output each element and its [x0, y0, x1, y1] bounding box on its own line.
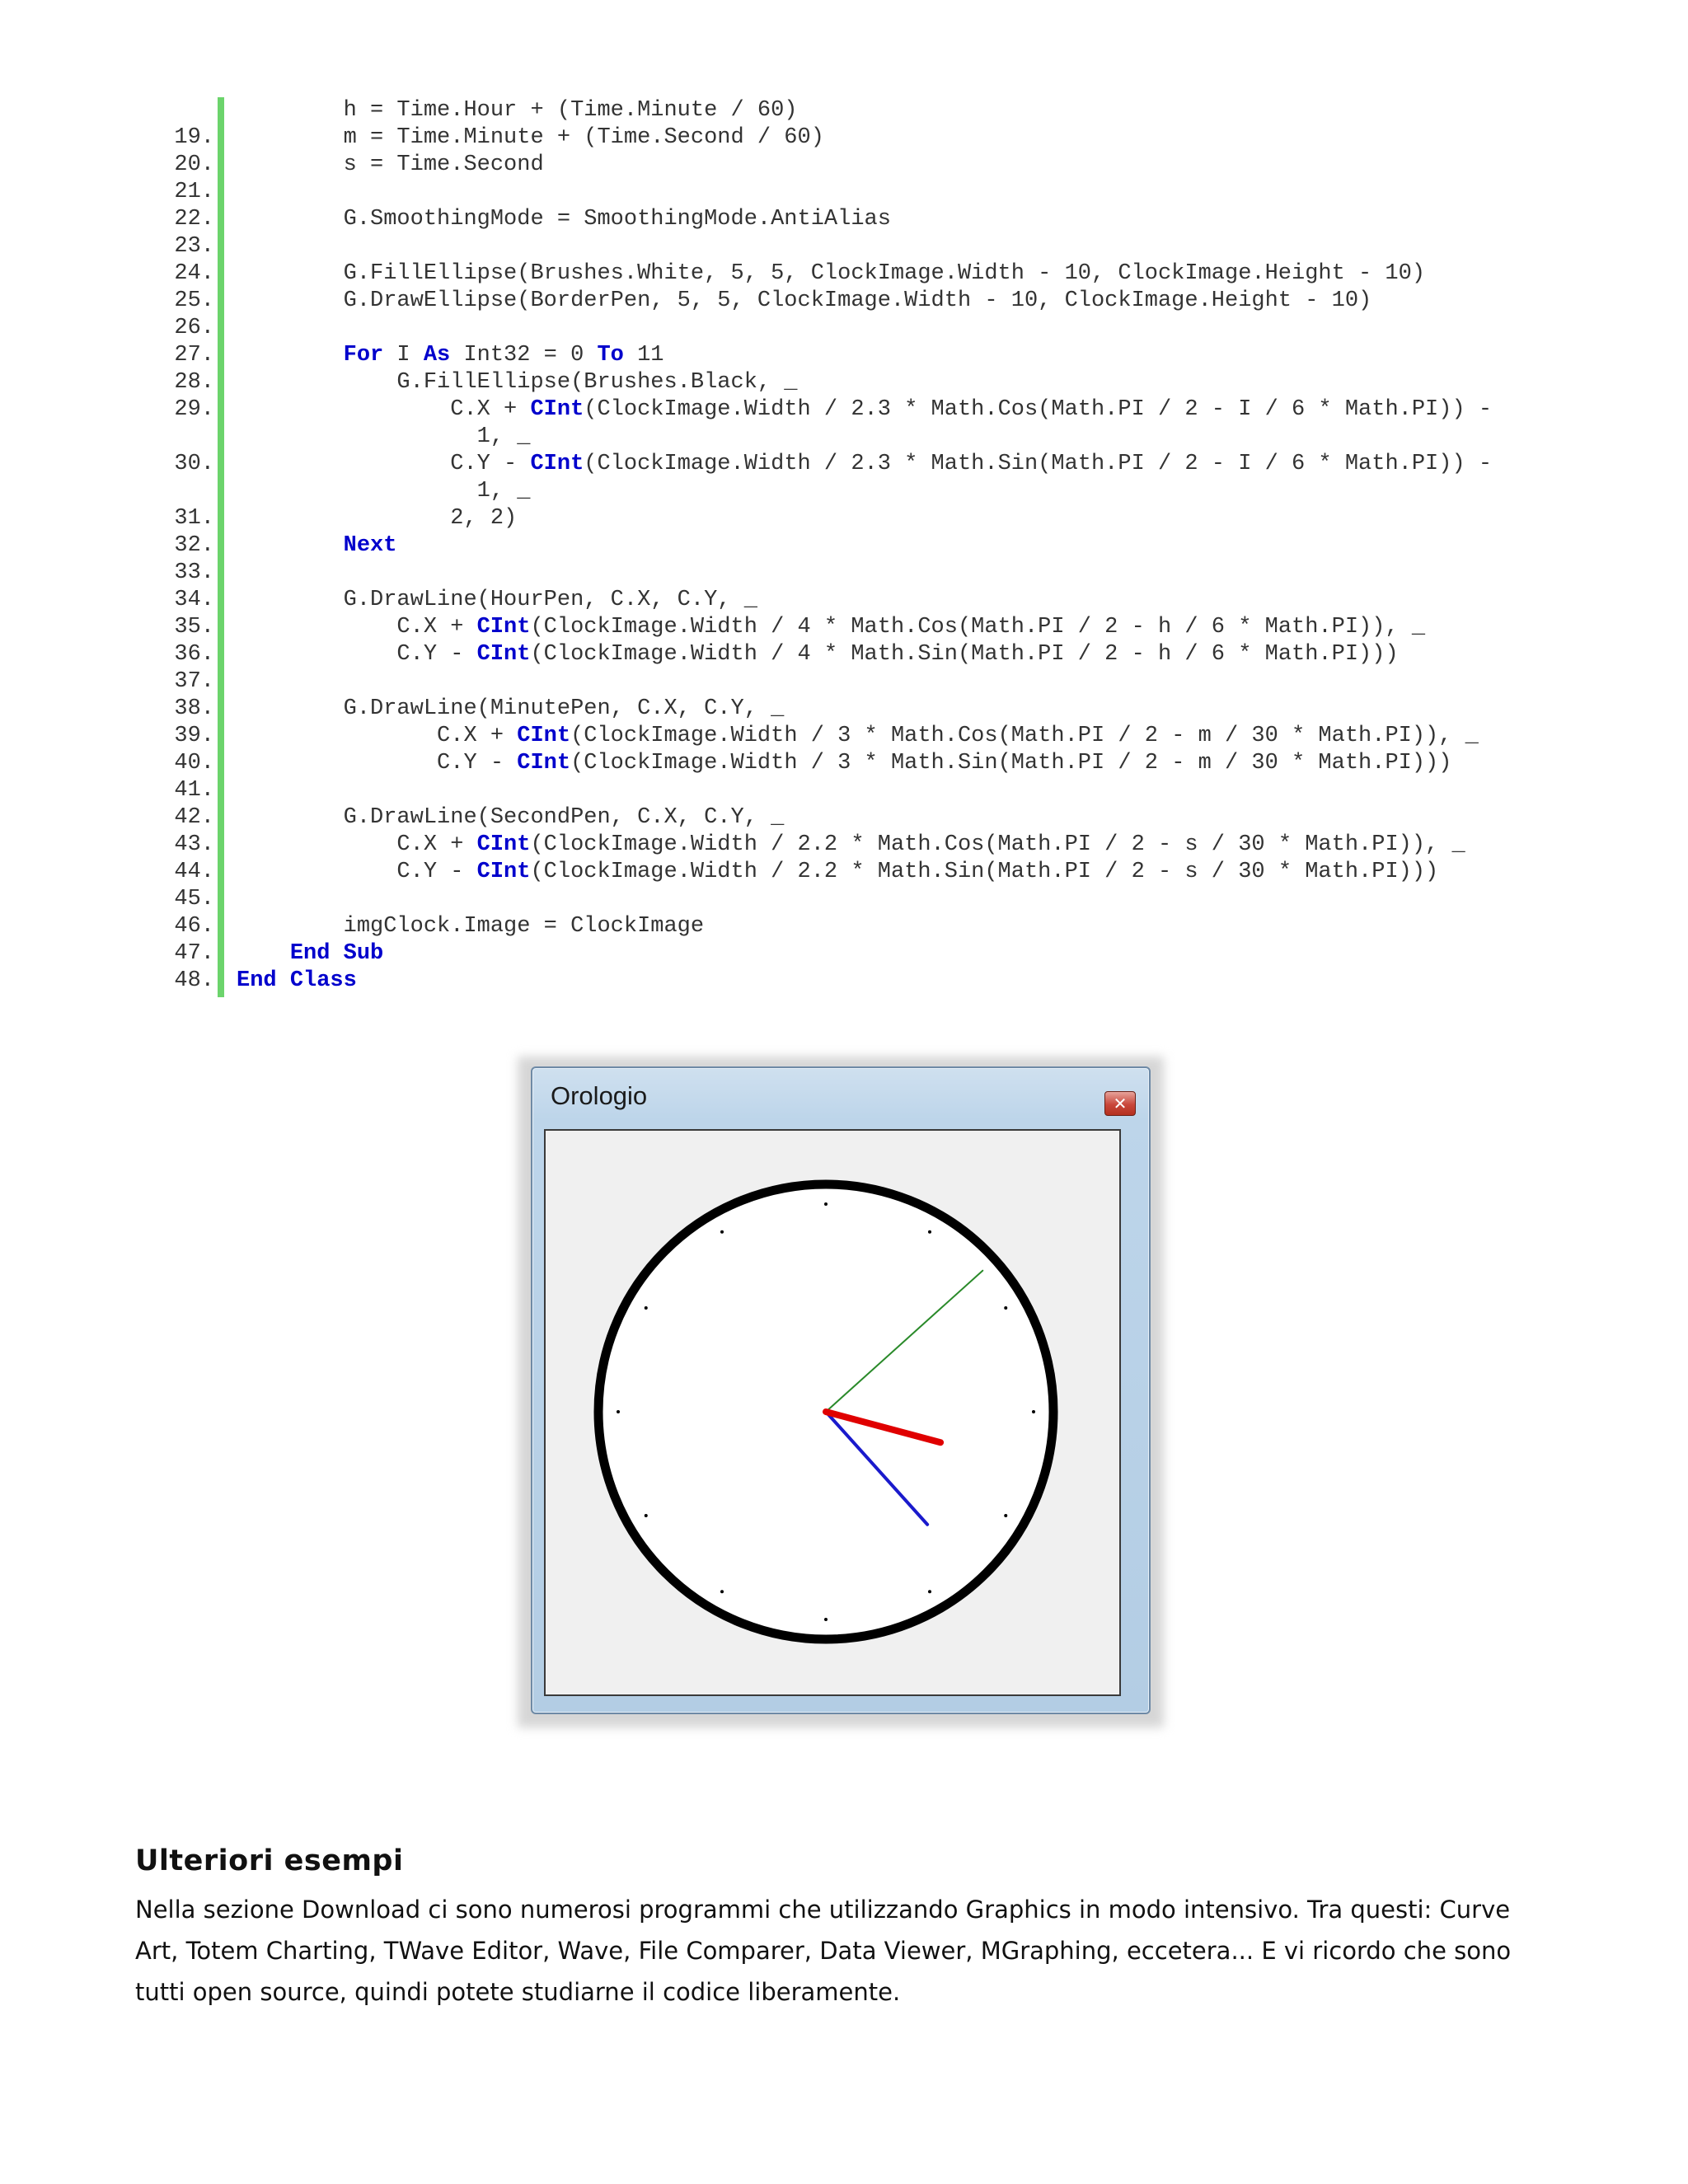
- line-number: 28.: [174, 370, 214, 395]
- code-text: G.FillEllipse(Brushes.White, 5, 5, ClockImage.Width - 10, ClockImage.Height - 10): [237, 261, 1426, 286]
- section-heading: Ulteriori esempi: [135, 1844, 404, 1877]
- hour-tick: [1032, 1410, 1035, 1413]
- code-text: G.FillEllipse(Brushes.Black, _: [237, 370, 798, 395]
- line-number: 45.: [174, 887, 214, 912]
- code-line: [124, 668, 1607, 696]
- line-number: 33.: [174, 560, 214, 585]
- line-number: 43.: [174, 832, 214, 857]
- hour-tick: [824, 1202, 828, 1206]
- close-icon: ✕: [1113, 1094, 1128, 1113]
- line-number: 29.: [174, 397, 214, 422]
- code-keyword: CInt: [530, 397, 584, 422]
- code-line: [124, 233, 1607, 260]
- code-text: [237, 968, 357, 995]
- code-line: [124, 913, 1607, 940]
- code-text: C.X + CInt(ClockImage.Width / 2.2 * Math.Cos(Math.PI / 2 - s / 30 * Math.PI)), _: [237, 832, 1465, 857]
- hour-tick: [1004, 1306, 1007, 1310]
- code-line: [124, 206, 1607, 233]
- line-number: 32.: [174, 533, 214, 558]
- line-number: 26.: [174, 316, 214, 340]
- code-keyword: End: [237, 968, 277, 993]
- line-number: 23.: [174, 234, 214, 259]
- line-number: 42.: [174, 805, 214, 830]
- code-line: [124, 97, 1607, 124]
- code-text: 1, _: [237, 479, 531, 504]
- code-line: [124, 315, 1607, 342]
- code-text: For I As Int32 = 0 To 11: [343, 343, 664, 368]
- close-button[interactable]: [1104, 1091, 1136, 1116]
- code-line: [124, 260, 1607, 288]
- code-listing: [124, 97, 1607, 995]
- code-line: [124, 179, 1607, 206]
- line-number: 44.: [174, 860, 214, 884]
- code-line: [124, 288, 1607, 315]
- code-text: s = Time.Second: [237, 152, 544, 177]
- code-keyword: End: [289, 941, 331, 966]
- code-text: C.X + CInt(ClockImage.Width / 2.3 * Math.Cos(Math.PI / 2 - I / 6 * Math.PI)) -: [237, 397, 1493, 422]
- line-number: 47.: [174, 941, 214, 966]
- code-keyword: CInt: [476, 860, 531, 884]
- line-number: 37.: [174, 669, 214, 694]
- code-text: 2, 2): [237, 506, 518, 531]
- code-line: [124, 886, 1607, 913]
- clock-window: [531, 1066, 1151, 1714]
- code-text: C.Y - CInt(ClockImage.Width / 3 * Math.Sin(Math.PI / 2 - m / 30 * Math.PI))): [237, 751, 1452, 776]
- window-title: Orologio: [551, 1081, 648, 1110]
- code-line: [124, 641, 1607, 668]
- code-line: [124, 696, 1607, 723]
- code-text: C.Y - CInt(ClockImage.Width / 2.2 * Math.Sin(Math.PI / 2 - s / 30 * Math.PI))): [237, 860, 1439, 884]
- code-keyword: Sub: [343, 941, 384, 966]
- line-number: 27.: [174, 343, 214, 368]
- line-number: 20.: [174, 152, 214, 177]
- line-number: 25.: [174, 288, 214, 313]
- hour-tick: [928, 1590, 931, 1593]
- hour-tick: [720, 1590, 724, 1593]
- code-line: [124, 152, 1607, 179]
- code-keyword: To: [597, 343, 624, 368]
- line-number: 40.: [174, 751, 214, 776]
- code-text: G.DrawLine(HourPen, C.X, C.Y, _: [237, 588, 757, 612]
- code-keyword: CInt: [476, 642, 531, 667]
- code-line: [124, 451, 1607, 478]
- code-text: G.DrawEllipse(BorderPen, 5, 5, ClockImage.Width - 10, ClockImage.Height - 10): [237, 288, 1372, 313]
- code-keyword: CInt: [476, 615, 531, 640]
- line-number: 35.: [174, 615, 214, 640]
- code-line: [124, 723, 1607, 750]
- clock-face: [546, 1131, 1119, 1694]
- line-number: 38.: [174, 696, 214, 721]
- code-line: [124, 505, 1607, 532]
- code-line: [124, 832, 1607, 859]
- code-keyword: CInt: [476, 832, 531, 857]
- code-text: G.SmoothingMode = SmoothingMode.AntiAlias: [237, 207, 891, 232]
- hour-tick: [617, 1410, 620, 1413]
- code-line: [124, 859, 1607, 886]
- code-line: [124, 750, 1607, 777]
- code-line: [124, 478, 1607, 505]
- line-number: 48.: [174, 968, 214, 993]
- code-text: m = Time.Minute + (Time.Second / 60): [237, 125, 824, 150]
- line-number: 24.: [174, 261, 214, 286]
- code-line: [124, 424, 1607, 451]
- section-paragraph: Nella sezione Download ci sono numerosi programmi che utilizzando Graphics in modo intensivo. Tra questi: Curve Art, Totem Charting, TWave Editor, Wave, File Comparer, Data Viewer, MGraphing, eccetera... E vi ricordo che sono tutti open source, quindi potete studiarne il codice liberamente.: [135, 1896, 1512, 2006]
- code-keyword: CInt: [517, 724, 571, 748]
- line-number: 46.: [174, 914, 214, 939]
- code-line: [124, 777, 1607, 804]
- hour-tick: [645, 1514, 648, 1517]
- code-text: C.X + CInt(ClockImage.Width / 3 * Math.Cos(Math.PI / 2 - m / 30 * Math.PI)), _: [237, 724, 1479, 748]
- code-line: [124, 342, 1607, 369]
- line-number: 36.: [174, 642, 214, 667]
- code-text: C.Y - CInt(ClockImage.Width / 4 * Math.Sin(Math.PI / 2 - h / 6 * Math.PI))): [237, 642, 1399, 667]
- code-keyword: Class: [289, 968, 357, 993]
- hour-tick: [928, 1230, 931, 1234]
- code-line: [124, 369, 1607, 396]
- code-line: [124, 587, 1607, 614]
- line-number: 30.: [174, 452, 214, 476]
- line-number: 21.: [174, 180, 214, 204]
- code-keyword: As: [423, 343, 451, 368]
- line-number: 39.: [174, 724, 214, 748]
- code-text: [237, 532, 396, 560]
- code-line: [124, 124, 1607, 152]
- code-line: [124, 396, 1607, 424]
- code-line: [124, 940, 1607, 968]
- code-text: imgClock.Image = ClockImage: [237, 914, 705, 939]
- code-line: [124, 614, 1607, 641]
- hour-tick: [720, 1230, 724, 1234]
- code-line: [124, 804, 1607, 832]
- line-number: 34.: [174, 588, 214, 612]
- code-line: [124, 560, 1607, 587]
- code-line: [124, 532, 1607, 560]
- code-keyword: For: [343, 343, 384, 368]
- code-text: G.DrawLine(SecondPen, C.X, C.Y, _: [237, 805, 785, 830]
- line-number: 41.: [174, 778, 214, 803]
- code-keyword: CInt: [517, 751, 571, 776]
- code-text: h = Time.Hour + (Time.Minute / 60): [237, 98, 798, 123]
- code-text: 1, _: [237, 424, 531, 449]
- code-keyword: Next: [343, 533, 397, 558]
- hour-tick: [1004, 1514, 1007, 1517]
- line-number: 22.: [174, 207, 214, 232]
- line-number: 31.: [174, 506, 214, 531]
- code-text: [237, 940, 383, 968]
- hour-tick: [824, 1618, 828, 1621]
- code-text: G.DrawLine(MinutePen, C.X, C.Y, _: [237, 696, 785, 721]
- code-text: C.X + CInt(ClockImage.Width / 4 * Math.Cos(Math.PI / 2 - h / 6 * Math.PI)), _: [237, 615, 1426, 640]
- code-line: [124, 968, 1607, 995]
- code-keyword: CInt: [530, 452, 584, 476]
- code-text: C.Y - CInt(ClockImage.Width / 2.3 * Math.Sin(Math.PI / 2 - I / 6 * Math.PI)) -: [237, 452, 1493, 476]
- hour-tick: [645, 1306, 648, 1310]
- line-number: 19.: [174, 125, 214, 150]
- clock-picture-box: [544, 1129, 1121, 1696]
